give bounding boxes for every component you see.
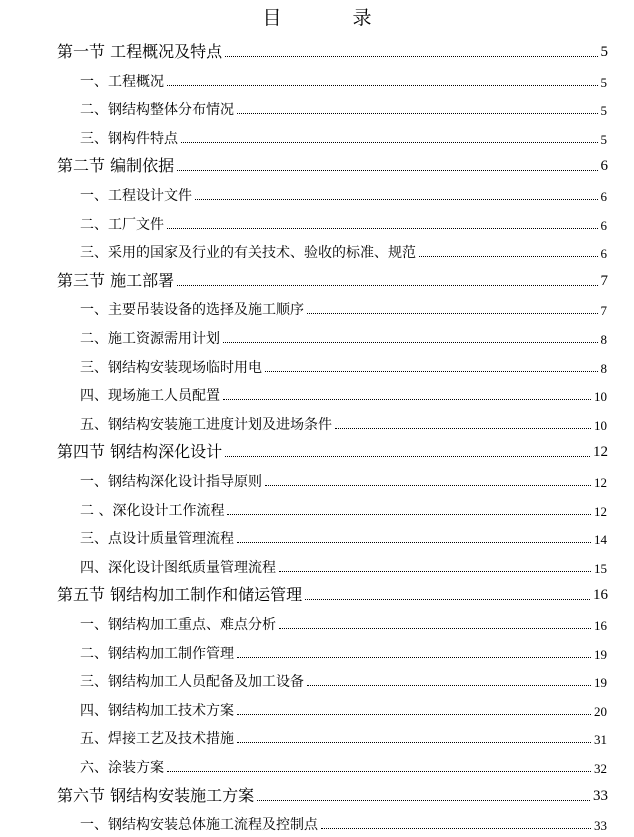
toc-dot-leader bbox=[225, 455, 590, 457]
toc-entry-label: 一、钢结构加工重点、难点分析 bbox=[80, 617, 276, 633]
toc-entry-label: 一、钢结构深化设计指导原则 bbox=[80, 474, 262, 490]
toc-subsection-entry[interactable] bbox=[80, 212, 607, 232]
toc-page-number: 33 bbox=[594, 818, 607, 834]
toc-dot-leader bbox=[237, 112, 598, 114]
toc-page-number: 12 bbox=[594, 475, 607, 490]
toc-subsection-entry[interactable] bbox=[80, 555, 607, 575]
toc-dot-leader bbox=[225, 55, 597, 57]
toc-dot-leader bbox=[195, 198, 598, 200]
toc-dot-leader bbox=[419, 255, 598, 257]
toc-dot-leader bbox=[279, 570, 591, 572]
toc-dot-leader bbox=[223, 398, 591, 400]
toc-subsection-entry[interactable] bbox=[80, 69, 607, 89]
toc-section-entry[interactable] bbox=[57, 782, 608, 804]
toc-subsection-entry[interactable] bbox=[80, 383, 607, 403]
toc-subsection-entry[interactable] bbox=[80, 412, 607, 432]
toc-page-number: 6 bbox=[600, 158, 608, 175]
toc-entry-label: 第四节 钢结构深化设计 bbox=[57, 442, 223, 462]
toc-subsection-entry[interactable] bbox=[80, 641, 607, 661]
toc-entry-label: 一、主要吊装设备的选择及施工顺序 bbox=[80, 302, 304, 319]
toc-page-number: 10 bbox=[594, 417, 607, 433]
toc-dot-leader bbox=[321, 827, 591, 829]
toc-page-number: 5 bbox=[600, 103, 607, 119]
toc-subsection-entry[interactable] bbox=[80, 612, 607, 632]
toc-dot-leader bbox=[307, 312, 598, 314]
toc-dot-leader bbox=[279, 627, 591, 629]
toc-subsection-entry[interactable] bbox=[80, 469, 607, 489]
toc-page-number: 14 bbox=[594, 532, 607, 548]
toc-dot-leader bbox=[265, 484, 591, 486]
toc-entry-label: 一、工程概况 bbox=[80, 73, 164, 90]
toc-dot-leader bbox=[335, 427, 591, 429]
toc-dot-leader bbox=[181, 141, 598, 143]
toc-subsection-entry[interactable] bbox=[80, 183, 607, 203]
toc-dot-leader bbox=[227, 513, 591, 515]
toc-entry-label: 第五节 钢结构加工制作和储运管理 bbox=[57, 585, 303, 605]
toc-section-entry[interactable] bbox=[57, 581, 608, 603]
toc-subsection-entry[interactable] bbox=[80, 240, 607, 260]
toc-entry-label: 二、钢结构整体分布情况 bbox=[80, 102, 234, 119]
toc-page-number: 5 bbox=[600, 44, 608, 60]
toc-dot-leader bbox=[305, 598, 590, 600]
toc-page-number: 15 bbox=[594, 560, 607, 576]
toc-page-number: 33 bbox=[593, 787, 608, 804]
toc-dot-leader bbox=[265, 370, 598, 372]
toc-subsection-entry[interactable] bbox=[80, 526, 607, 546]
toc-page-number: 8 bbox=[600, 332, 607, 347]
toc-page-number: 8 bbox=[600, 360, 607, 376]
toc-entry-label: 二 、深化设计工作流程 bbox=[80, 502, 225, 519]
toc-section-entry[interactable] bbox=[57, 438, 608, 460]
toc-section-entry[interactable] bbox=[57, 38, 608, 60]
toc-entry-label: 二、钢结构加工制作管理 bbox=[80, 645, 234, 662]
toc-subsection-entry[interactable] bbox=[80, 698, 607, 718]
toc-entry-label: 五、焊接工艺及技术措施 bbox=[80, 731, 234, 748]
toc-subsection-entry[interactable] bbox=[80, 812, 607, 832]
toc-page-number: 31 bbox=[594, 732, 607, 748]
toc-subsection-entry[interactable] bbox=[80, 126, 607, 146]
toc-dot-leader bbox=[167, 770, 591, 772]
toc-page-number: 10 bbox=[594, 389, 607, 405]
toc-entry-label: 二、施工资源需用计划 bbox=[80, 331, 220, 347]
toc-entry-label: 三、钢结构加工人员配备及加工设备 bbox=[80, 674, 304, 691]
toc-page-number: 6 bbox=[600, 217, 607, 233]
toc-dot-leader bbox=[177, 169, 597, 171]
toc-page-number: 5 bbox=[600, 74, 607, 90]
toc-subsection-entry[interactable] bbox=[80, 355, 607, 375]
toc-entry-label: 四、现场施工人员配置 bbox=[80, 388, 220, 405]
toc-entry-label: 一、工程设计文件 bbox=[80, 188, 192, 204]
toc-dot-leader bbox=[307, 684, 591, 686]
toc-section-entry[interactable] bbox=[57, 152, 608, 174]
toc-dot-leader bbox=[237, 713, 591, 715]
toc-entry-label: 第一节 工程概况及特点 bbox=[57, 42, 223, 61]
toc-entry-label: 六、涂装方案 bbox=[80, 760, 164, 776]
toc-page-number: 6 bbox=[600, 189, 607, 204]
toc-entry-label: 一、钢结构安装总体施工流程及控制点 bbox=[80, 817, 318, 834]
toc-dot-leader bbox=[167, 84, 598, 86]
toc-page-number: 5 bbox=[600, 131, 607, 147]
toc-page-number: 12 bbox=[593, 444, 608, 461]
toc-page-number: 20 bbox=[594, 703, 607, 719]
toc-subsection-entry[interactable] bbox=[80, 97, 607, 117]
toc-entry-label: 五、钢结构安装施工进度计划及进场条件 bbox=[80, 416, 332, 433]
toc-entry-label: 四、钢结构加工技术方案 bbox=[80, 702, 234, 719]
toc-page-number: 7 bbox=[600, 303, 607, 319]
toc-section-entry[interactable] bbox=[57, 267, 608, 289]
toc-subsection-entry[interactable] bbox=[80, 498, 607, 518]
toc-page-number: 7 bbox=[600, 272, 608, 289]
toc-dot-leader bbox=[237, 541, 591, 543]
toc-page-number: 16 bbox=[594, 618, 607, 633]
toc-page-number: 32 bbox=[594, 761, 607, 776]
toc-dot-leader bbox=[237, 741, 591, 743]
toc-entry-label: 二、工厂文件 bbox=[80, 216, 164, 233]
toc-page-number: 19 bbox=[594, 675, 607, 691]
toc-dot-leader bbox=[177, 284, 597, 286]
toc-page-number: 16 bbox=[593, 587, 608, 604]
toc-entry-label: 三、钢结构安装现场临时用电 bbox=[80, 359, 262, 376]
toc-subsection-entry[interactable] bbox=[80, 755, 607, 775]
toc-dot-leader bbox=[223, 341, 598, 343]
toc-entry-label: 第二节 编制依据 bbox=[57, 156, 175, 176]
toc-subsection-entry[interactable] bbox=[80, 326, 607, 346]
toc-dot-leader bbox=[237, 656, 591, 658]
toc-page-number: 19 bbox=[594, 646, 607, 662]
toc-page-number: 6 bbox=[600, 246, 607, 262]
toc-dot-leader bbox=[167, 227, 598, 229]
toc-entry-label: 第六节 钢结构安装施工方案 bbox=[57, 785, 255, 805]
toc-entry-label: 第三节 施工部署 bbox=[57, 270, 175, 290]
toc-page-number: 12 bbox=[594, 503, 607, 519]
toc-subsection-entry[interactable] bbox=[80, 726, 607, 746]
toc-dot-leader bbox=[257, 799, 590, 801]
toc-entry-label: 三、采用的国家及行业的有关技术、验收的标准、规范 bbox=[80, 245, 416, 262]
toc-entry-label: 四、深化设计图纸质量管理流程 bbox=[80, 559, 276, 576]
toc-entry-label: 三、钢构件特点 bbox=[80, 130, 178, 147]
toc-subsection-entry[interactable] bbox=[80, 297, 607, 317]
page-title: 目 录 bbox=[262, 7, 398, 29]
toc-subsection-entry[interactable] bbox=[80, 669, 607, 689]
toc-entry-label: 三、点设计质量管理流程 bbox=[80, 531, 234, 548]
